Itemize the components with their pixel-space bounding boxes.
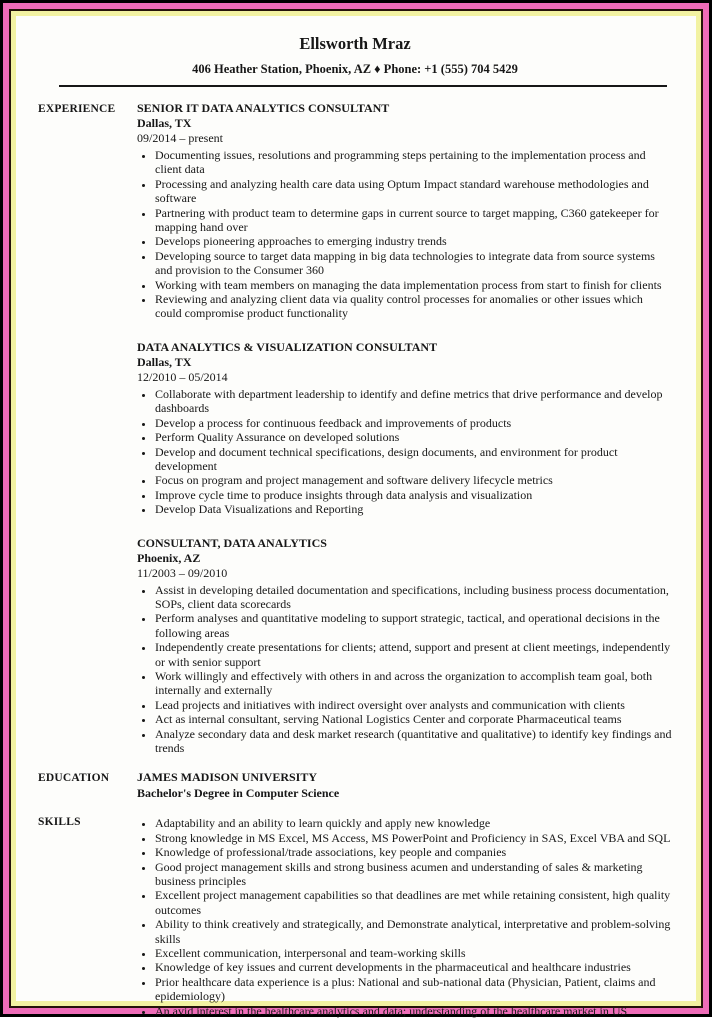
page-border-pink [3,3,709,1018]
job-location: Phoenix, AZ [137,550,201,565]
bullet-item: • Perform analyses and quantitative modeling to support strategic, tactical, and operational decisions in the following areas [154,611,672,640]
education-content [137,770,672,801]
section-skills [38,814,672,1018]
bullet-item: • Adaptability and an ability to learn quickly and apply new knowledge [154,816,672,830]
bullet-item: • Good project management skills and strong business acumen and understanding of sales & marketing business principles [154,860,672,889]
job-title: CONSULTANT, DATA ANALYTICS [137,535,327,550]
bullet-item: • Develops pioneering approaches to emerging industry trends [154,234,672,248]
page-title: Ellsworth Mraz [299,34,411,53]
bullet-item: • Knowledge of key issues and current developments in the pharmaceutical and healthcare industries [154,960,672,974]
bullet-item: • Strong knowledge in MS Excel, MS Access, MS PowerPoint and Proficiency in SAS, Excel VBA and SQL [154,831,672,845]
bullet-item: • Independently create presentations for clients; attend, support and present at client meetings, independently or with senior support [154,640,672,669]
job-title: DATA ANALYTICS & VISUALIZATION CONSULTANT [137,339,438,354]
job-title: SENIOR IT DATA ANALYTICS CONSULTANT [137,101,390,115]
job-location: Dallas, TX [137,116,192,130]
job-bullet-list [137,583,672,756]
bullet-item: • Work willingly and effectively with others in and across the organization to accomplish team goal, both internally and externally [154,669,672,698]
bullet-item: • Excellent communication, interpersonal and team-working skills [154,946,672,960]
bullet-item: • Perform Quality Assurance on developed solutions [154,430,672,444]
job-bullet-list [137,387,672,517]
job-dates: 12/2010 – 05/2014 [137,369,228,384]
skills-content [137,814,672,1018]
bullet-item: • Working with team members on managing the data implementation process from start to finish for clients [154,278,672,292]
header-divider [59,85,667,87]
bullet-item: • Knowledge of professional/trade associations, key people and companies [154,845,672,859]
job-entry [137,101,672,321]
degree-name: Bachelor's Degree in Computer Science [137,785,340,800]
bullet-item: • Act as internal consultant, serving National Logistics Center and corporate Pharmaceutical teams [154,712,672,726]
page-border-yellow [11,11,701,1018]
job-dates: 09/2014 – present [137,131,223,145]
job-entry [137,340,672,517]
bullet-item: • Assist in developing detailed documentation and specifications, including business process documentation, SOPs, client data scorecards [154,583,672,612]
bullet-item: • Lead projects and initiatives with indirect oversight over analysts and communication with clients [154,698,672,712]
section-education [38,770,672,801]
bullet-item: • Developing source to target data mapping in big data technologies to integrate data from source systems and provision to the Consumer 360 [154,249,672,278]
bullet-item: • Prior healthcare data experience is a plus: National and sub-national data (Physician, Patient, claims and epidemiology) [154,975,672,1004]
bullet-item: • Ability to think creatively and strategically, and Demonstrate analytical, interpretative and problem-solving skills [154,917,672,946]
school-name: JAMES MADISON UNIVERSITY [137,770,318,785]
skills-label: SKILLS [38,816,81,829]
bullet-item: • Develop a process for continuous feedback and improvements of products [154,416,672,430]
bullet-item: • Documenting issues, resolutions and programming steps pertaining to the implementation process and client data [154,148,672,177]
bullet-item: • Reviewing and analyzing client data via quality control processes for anomalies or other issues which could compromise product functionality [154,292,672,321]
bullet-item: • Collaborate with department leadership to identify and define metrics that drive performance and develop dashboards [154,387,672,416]
contact-line: 406 Heather Station, Phoenix, AZ ♦ Phone: +1 (555) 704 5429 [192,62,518,76]
bullet-item: • Excellent project management capabilities so that deadlines are met while retaining consistent, high quality outcomes [154,888,672,917]
bullet-item: • Partnering with product team to determine gaps in current source to target mapping, C360 gatekeeper for mapping hand over [154,206,672,235]
experience-content [137,101,672,755]
job-dates: 11/2003 – 09/2010 [137,565,228,580]
job-location: Dallas, TX [137,354,192,369]
experience-label: EXPERIENCE [38,103,116,115]
job-entry [137,536,672,756]
bullet-item: • Processing and analyzing health care data using Optum Impact standard warehouse methodologies and software [154,177,672,206]
resume-header [38,28,672,87]
bullet-item: • Develop and document technical specifications, design documents, and environment for product development [154,445,672,474]
education-label: EDUCATION [38,772,110,785]
bullet-item: • An avid interest in the healthcare analytics and data; understanding of the healthcare market in US [154,1004,672,1018]
bullet-item: • Analyze secondary data and desk market research (quantitative and qualitative) to identify key findings and trends [154,727,672,756]
bullet-item: • Focus on program and project management and software delivery lifecycle metrics [154,473,672,487]
job-bullet-list [137,148,672,321]
section-experience [38,101,672,755]
bullet-item: • Improve cycle time to produce insights through data analysis and visualization [154,488,672,502]
page-border-dark [9,9,703,1018]
bullet-item: • Develop Data Visualizations and Reporting [154,502,672,516]
resume-page [16,16,696,1018]
skills-bullet-list [137,816,672,1018]
